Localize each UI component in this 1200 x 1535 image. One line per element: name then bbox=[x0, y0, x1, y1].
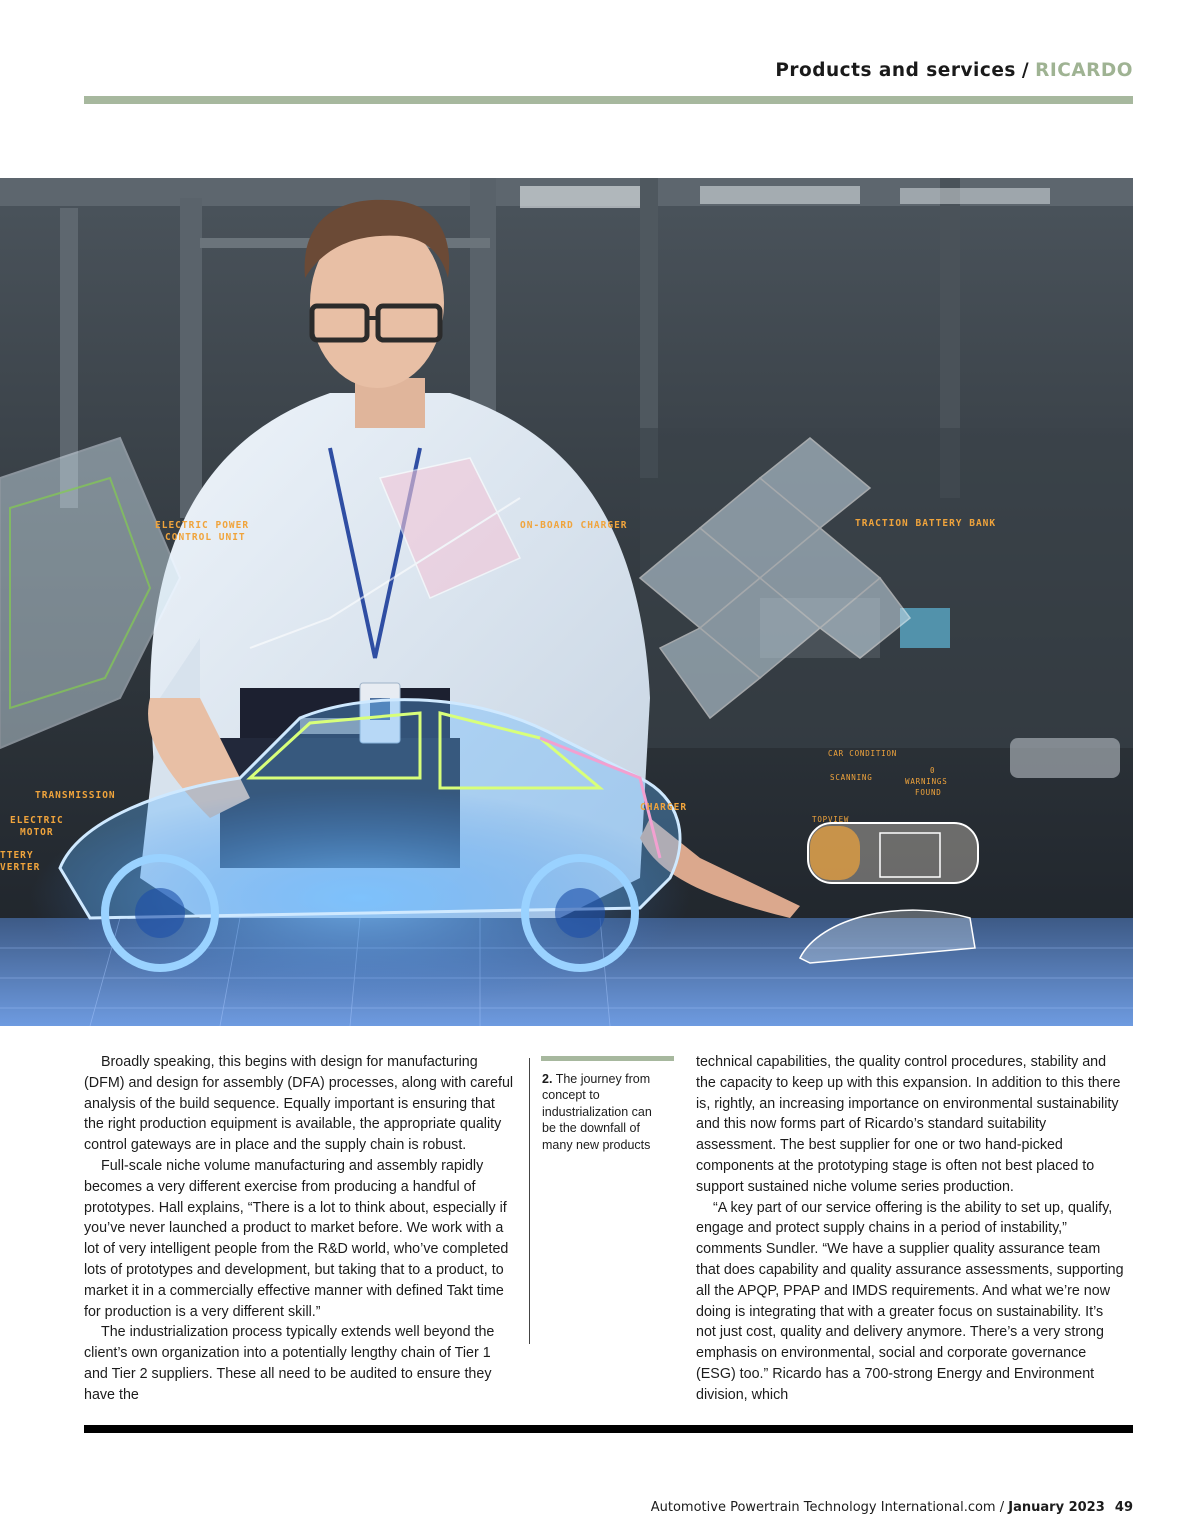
running-footer bbox=[651, 1500, 1133, 1515]
caption-number: 2. bbox=[542, 1072, 553, 1086]
label-found: FOUND bbox=[915, 788, 942, 797]
label-electric: ELECTRIC bbox=[10, 815, 64, 826]
label-control-unit: CONTROL UNIT bbox=[165, 532, 246, 543]
paragraph: Full-scale niche volume manufacturing and assembly rapidly becomes a very different exercise from producing a handful of prototypes. Hall explains, “There is a lot to think about, especially if you’ve never launched a product to market before. We work with a lot of very intelligent people from the R&D world, who’ve completed lots of prototypes and development, but taking that to a product, to market it in a commercially effective manner with defined Takt time for production is a very different skill.” bbox=[84, 1157, 509, 1320]
caption-rule bbox=[541, 1056, 674, 1061]
label-warnings-count: 0 bbox=[930, 766, 936, 775]
running-header bbox=[775, 60, 1133, 81]
label-motor: MOTOR bbox=[20, 827, 54, 838]
body-column-left bbox=[84, 1052, 518, 1406]
hero-illustration bbox=[0, 178, 1133, 1026]
column-divider bbox=[529, 1058, 530, 1344]
label-battery-fragment: TTERY bbox=[0, 850, 34, 861]
footer-separator: / bbox=[999, 1500, 1005, 1515]
header-rule bbox=[84, 96, 1133, 104]
publication-name: Automotive Powertrain Technology International.com bbox=[650, 1500, 996, 1515]
label-warnings: WARNINGS bbox=[905, 777, 948, 786]
header-separator: / bbox=[1021, 60, 1030, 81]
paragraph: The industrialization process typically extends well beyond the client’s own organization into a potentially lengthy chain of Tier 1 and Tier 2 suppliers. These all need to be audited to ensure they have the bbox=[84, 1324, 495, 1403]
figure-caption bbox=[542, 1071, 667, 1153]
label-traction-battery: TRACTION BATTERY BANK bbox=[855, 518, 997, 529]
label-topview: TOPVIEW bbox=[812, 815, 850, 824]
caption-text: The journey from concept to industrialization can be the downfall of many new products bbox=[542, 1072, 652, 1152]
brand-name: RICARDO bbox=[1035, 60, 1133, 81]
paragraph: Broadly speaking, this begins with design for manufacturing (DFM) and design for assembly (DFA) processes, along with careful analysis of the build sequence. Equally important is ensuring that the right production equipment is available, the appropriate quality control gateways are in place and the supply chain is robust. bbox=[84, 1054, 514, 1154]
label-transmission: TRANSMISSION bbox=[35, 790, 116, 801]
label-charger: CHARGER bbox=[640, 802, 688, 813]
section-title: Products and services bbox=[775, 60, 1016, 81]
hero-photo bbox=[0, 178, 1133, 1026]
label-electric-power: ELECTRIC POWER bbox=[155, 520, 250, 531]
label-inverter-fragment: VERTER bbox=[0, 862, 41, 873]
label-car-condition: CAR CONDITION bbox=[828, 749, 898, 758]
paragraph: technical capabilities, the quality control procedures, stability and the capacity to keep up with this expansion. In addition to this there is, rightly, an increasing importance on environmental sustainability and this now forms part of Ricardo’s standard suitability assessment. The best supplier for one or two hand-picked components at the prototyping stage is often not best placed to support sustained niche volume series production. bbox=[696, 1054, 1121, 1195]
label-scanning: SCANNING bbox=[830, 773, 873, 782]
paragraph: “A key part of our service offering is the ability to set up, qualify, engage and protect supply chains in a period of instability,” comments Sundler. “We have a supplier quality assurance team that does capability and quality assurance assessments, supporting all the APQP, PPAP and IMDS requirements. And what we’re now doing is integrating that with a greater focus on sustainability. It’s not just cost, quality and delivery anymore. There’s a very strong emphasis on environmental, social and corporate governance (ESG) too.” Ricardo has a 700-strong Energy and Environment division, which bbox=[696, 1199, 1124, 1403]
issue-date: January 2023 bbox=[1008, 1500, 1105, 1515]
page-number: 49 bbox=[1114, 1500, 1133, 1515]
body-column-right bbox=[696, 1052, 1126, 1406]
label-onboard-charger: ON-BOARD CHARGER bbox=[520, 520, 628, 531]
footer-rule bbox=[84, 1425, 1133, 1433]
